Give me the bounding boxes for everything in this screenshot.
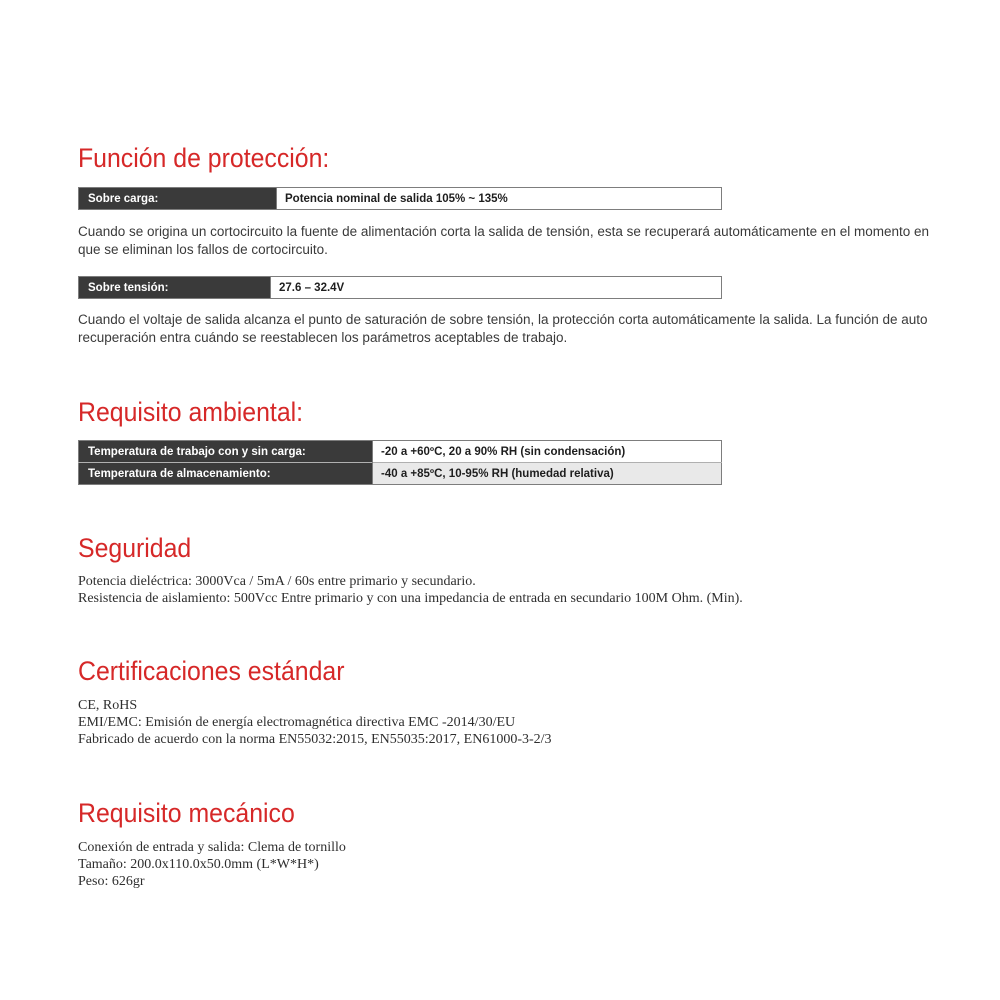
table-row — [79, 463, 722, 485]
temp-trabajo-value: -20 a +60ºC, 20 a 90% RH (sin condensación) — [373, 441, 722, 463]
temp-almacenamiento-value: -40 a +85ºC, 10-95% RH (humedad relativa) — [373, 463, 722, 485]
certificaciones-text — [78, 697, 552, 748]
temp-almacenamiento-label: Temperatura de almacenamiento: — [79, 463, 373, 485]
section-title-seguridad: Seguridad — [78, 533, 192, 563]
section-title-ambiental: Requisito ambiental: — [78, 397, 304, 427]
seguridad-text — [78, 573, 743, 607]
seguridad-line-resistencia: Resistencia de aislamiento: 500Vcc Entre primario y con una impedancia de entrada en secundario 100M Ohm. (Min). — [78, 591, 743, 606]
spec-table-sobre-tension — [78, 276, 722, 299]
table-row — [79, 277, 722, 299]
mecanico-line-conexion: Conexión de entrada y salida: Clema de tornillo — [78, 840, 346, 855]
table-row — [79, 441, 722, 463]
sobre-carga-value: Potencia nominal de salida 105% ~ 135% — [277, 188, 722, 210]
sobre-tension-label: Sobre tensión: — [79, 277, 271, 299]
sobre-tension-description: Cuando el voltaje de salida alcanza el punto de saturación de sobre tensión, la protección corta automáticamente la salida. La función de auto recuperación entra cuándo se reestablecen los parámetros aceptables de trabajo. — [78, 312, 928, 345]
mecanico-line-tamano: Tamaño: 200.0x110.0x50.0mm (L*W*H*) — [78, 857, 319, 872]
seguridad-line-potencia: Potencia dieléctrica: 3000Vca / 5mA / 60s entre primario y secundario. — [78, 574, 476, 589]
sobre-carga-label: Sobre carga: — [79, 188, 277, 210]
sobre-tension-value: 27.6 – 32.4V — [271, 277, 722, 299]
temp-trabajo-label: Temperatura de trabajo con y sin carga: — [79, 441, 373, 463]
sobre-carga-description: Cuando se origina un cortocircuito la fuente de alimentación corta la salida de tensión, esta se recuperará automáticamente en el momento en que se eliminan los fallos de cortocircuito. — [78, 224, 930, 257]
mecanico-line-peso: Peso: 626gr — [78, 874, 145, 889]
certificaciones-line-norma: Fabricado de acuerdo con la norma EN55032:2015, EN55035:2017, EN61000-3-2/3 — [78, 732, 552, 747]
section-title-mecanico: Requisito mecánico — [78, 798, 295, 828]
spec-table-ambiental — [78, 440, 722, 485]
table-row — [79, 188, 722, 210]
spec-table-sobre-carga — [78, 187, 722, 210]
certificaciones-line-ce: CE, RoHS — [78, 698, 138, 713]
mecanico-text — [78, 839, 346, 890]
certificaciones-line-emc: EMI/EMC: Emisión de energía electromagnética directiva EMC -2014/30/EU — [78, 715, 516, 730]
section-title-certificaciones: Certificaciones estándar — [78, 656, 345, 686]
section-title-proteccion: Función de protección: — [78, 143, 330, 173]
